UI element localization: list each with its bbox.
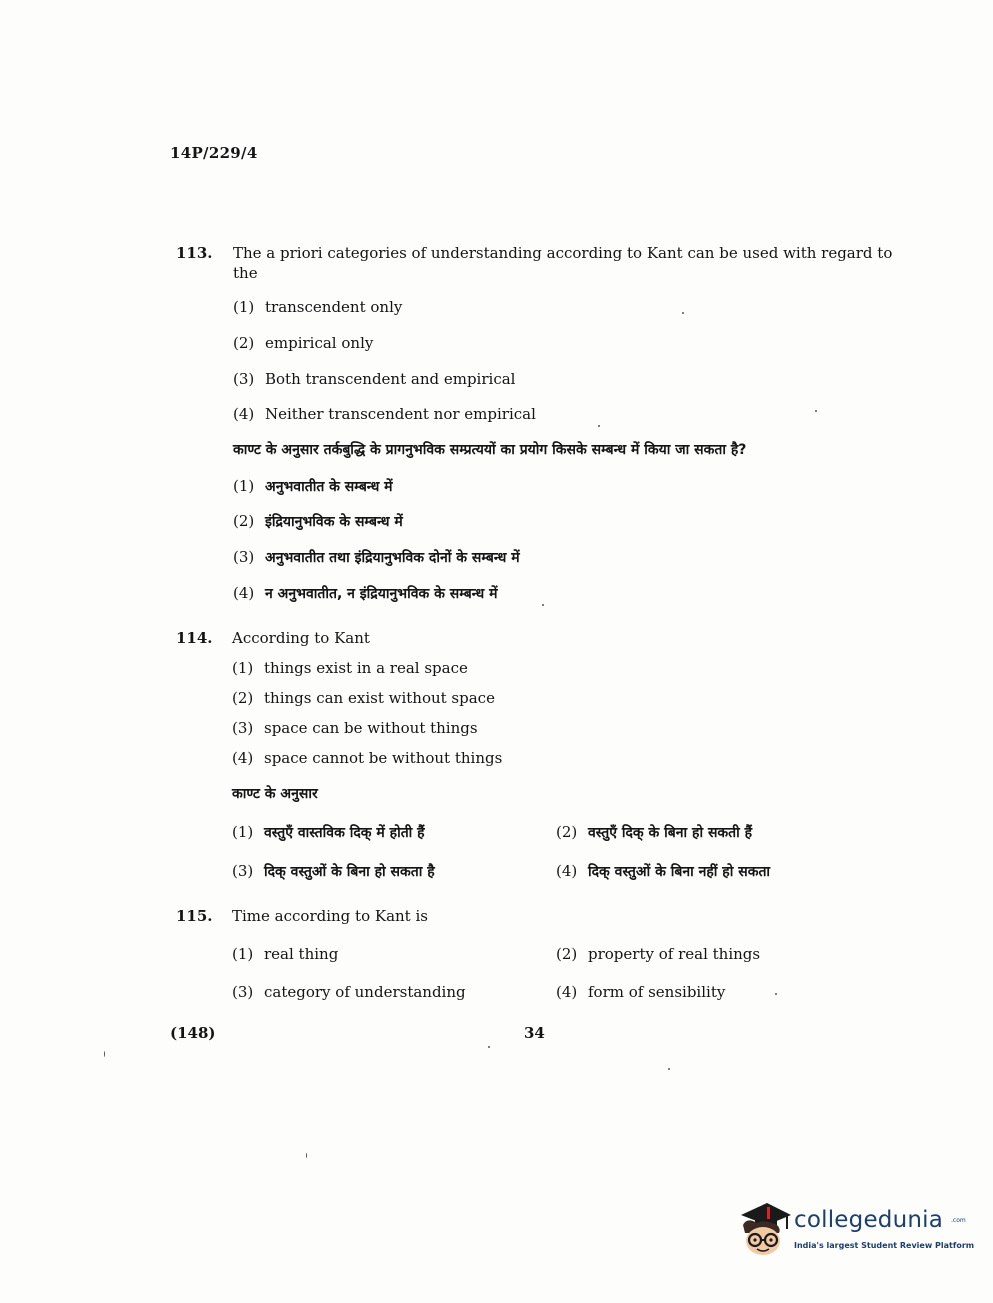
option-text: space can be without things <box>264 719 478 737</box>
option-number: (2) <box>556 945 578 963</box>
option-number: (1) <box>232 945 254 963</box>
q113-option-4 <box>233 405 536 423</box>
option-text: अनुभवातीत के सम्बन्ध में <box>265 479 393 495</box>
option-text: दिक् वस्तुओं के बिना नहीं हो सकता <box>588 864 771 880</box>
q113-option-1 <box>233 298 402 316</box>
question-115-text: Time according to Kant is <box>232 907 428 925</box>
option-number: (2) <box>232 689 254 707</box>
option-text: empirical only <box>265 334 374 352</box>
option-text: न अनुभवातीत, न इंद्रियानुभविक के सम्बन्ध में <box>265 586 498 602</box>
q113-option-3 <box>233 370 515 388</box>
q114-hindi-option-4 <box>556 862 770 881</box>
q114-option-2 <box>232 689 495 707</box>
option-text: इंद्रियानुभविक के सम्बन्ध में <box>265 514 403 530</box>
option-text: अनुभवातीत तथा इंद्रियानुभविक दोनों के सम्बन्ध में <box>265 550 520 566</box>
scan-speck <box>775 993 777 995</box>
q114-option-1 <box>232 659 468 677</box>
q114-hindi-option-2 <box>556 823 752 842</box>
footer-code: (148) <box>170 1024 216 1042</box>
scan-speck <box>488 1046 490 1048</box>
option-text: real thing <box>264 945 339 963</box>
q113-hindi-option-1 <box>233 477 393 496</box>
q115-option-1 <box>232 945 338 963</box>
scan-speck <box>104 1051 105 1057</box>
q113-hindi-option-3 <box>233 548 520 567</box>
option-text: category of understanding <box>264 983 466 1001</box>
q115-option-2 <box>556 945 760 963</box>
option-number: (1) <box>233 298 255 316</box>
option-number: (3) <box>232 983 254 1001</box>
question-114-hindi-text: काण्ट के अनुसार <box>232 786 318 802</box>
option-number: (4) <box>556 983 578 1001</box>
q114-hindi-option-3 <box>232 862 435 881</box>
page-number: 34 <box>524 1024 545 1042</box>
question-115-number: 115. <box>176 907 213 925</box>
question-113-text <box>233 243 913 283</box>
q113-option-2 <box>233 334 373 352</box>
question-113-line1: The a priori categories of understanding according to Kant can be used with regard to <box>233 244 893 262</box>
q114-option-3 <box>232 719 478 737</box>
question-114-number: 114. <box>176 629 213 647</box>
option-text: things can exist without space <box>264 689 495 707</box>
option-text: space cannot be without things <box>264 749 503 767</box>
option-text: things exist in a real space <box>264 659 468 677</box>
q114-option-4 <box>232 749 502 767</box>
option-text: दिक् वस्तुओं के बिना हो सकता है <box>264 864 435 880</box>
paper-code: 14P/229/4 <box>170 144 258 162</box>
option-number: (3) <box>233 548 255 566</box>
scan-speck <box>682 312 684 314</box>
option-number: (4) <box>232 749 254 767</box>
option-text: property of real things <box>588 945 761 963</box>
logo-domain-suffix: .com <box>951 1217 966 1224</box>
option-text: वस्तुएँ वास्तविक दिक् में होती हैं <box>264 825 425 841</box>
option-text: form of sensibility <box>588 983 726 1001</box>
q115-option-3 <box>232 983 466 1001</box>
logo-tagline: India's largest Student Review Platform <box>794 1241 975 1250</box>
option-number: (1) <box>232 659 254 677</box>
option-text: Neither transcendent nor empirical <box>265 405 536 423</box>
question-113-number: 113. <box>176 244 213 262</box>
scan-speck <box>598 425 600 427</box>
q113-hindi-option-2 <box>233 512 403 531</box>
option-number: (2) <box>233 512 255 530</box>
q115-option-4 <box>556 983 725 1001</box>
scan-speck <box>668 1068 670 1070</box>
option-number: (4) <box>233 584 255 602</box>
option-text: transcendent only <box>265 298 403 316</box>
option-number: (4) <box>233 405 255 423</box>
logo-brand-name: collegedunia <box>794 1207 944 1233</box>
q114-hindi-option-1 <box>232 823 425 842</box>
question-113-line2: the <box>233 264 258 282</box>
option-number: (3) <box>233 370 255 388</box>
collegedunia-logo <box>737 1195 975 1259</box>
option-text: वस्तुएँ दिक् के बिना हो सकती हैं <box>588 825 753 841</box>
scan-speck <box>306 1153 307 1158</box>
option-number: (4) <box>556 862 578 880</box>
option-number: (3) <box>232 862 254 880</box>
option-number: (3) <box>232 719 254 737</box>
option-number: (1) <box>233 477 255 495</box>
scan-speck <box>542 604 544 606</box>
question-113-hindi-text: काण्ट के अनुसार तर्कबुद्धि के प्रागनुभविक सम्प्रत्ययों का प्रयोग किसके सम्बन्ध में किया जा सकता है? <box>233 442 747 458</box>
scan-speck <box>815 410 817 412</box>
option-number: (2) <box>556 823 578 841</box>
mascot-icon <box>737 1195 793 1259</box>
option-text: Both transcendent and empirical <box>265 370 516 388</box>
q113-hindi-option-4 <box>233 584 497 603</box>
option-number: (2) <box>233 334 255 352</box>
option-number: (1) <box>232 823 254 841</box>
question-114-text: According to Kant <box>232 629 370 647</box>
